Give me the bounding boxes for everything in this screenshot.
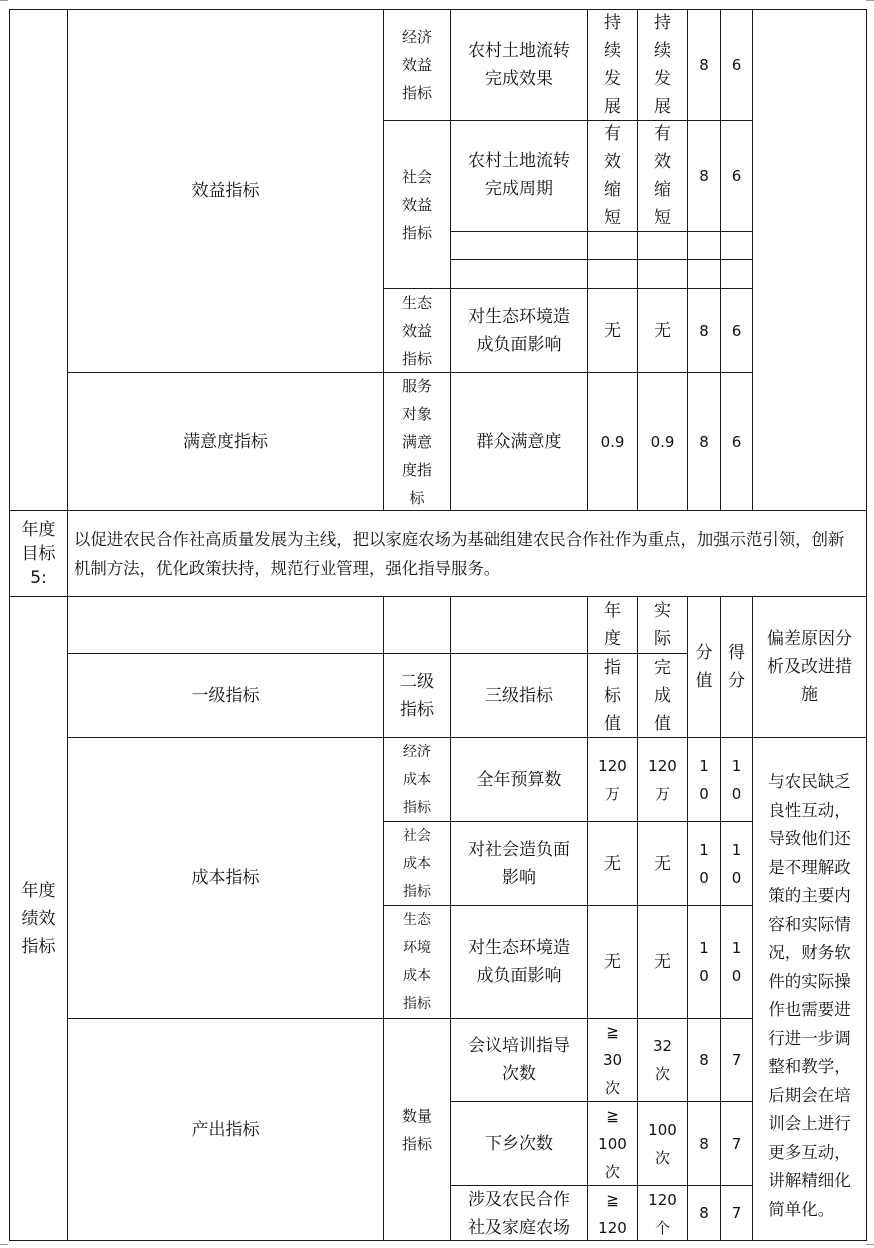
row-eco-level3: 对生态环境造 成负面影响 bbox=[450, 288, 587, 372]
cost-econ-level2: 经济 成本 指标 bbox=[383, 737, 450, 821]
performance-side-label: 年度 绩效 指标 bbox=[21, 880, 56, 957]
row-econ-actual: 持 续 发 展 bbox=[637, 9, 687, 120]
row-satis-level3: 群众满意度 bbox=[450, 372, 587, 510]
output-row1-weight: 8 bbox=[687, 1018, 720, 1101]
empty-row-2-actual bbox=[637, 259, 687, 288]
output-row2-weight: 8 bbox=[687, 1101, 720, 1185]
cost-social-weight: 1 0 bbox=[687, 821, 720, 905]
cost-social-target: 无 bbox=[587, 821, 637, 905]
output-row1-level3: 会议培训指导 次数 bbox=[450, 1018, 587, 1101]
row-satis-actual: 0.9 bbox=[637, 372, 687, 510]
goal5-label: 年度 目标 5: bbox=[21, 519, 56, 588]
cost-econ-level3: 全年预算数 bbox=[450, 737, 587, 821]
header-blank-level2 bbox=[383, 596, 450, 653]
row-eco-weight: 8 bbox=[687, 288, 720, 372]
level1-output-cell bbox=[67, 1018, 383, 1240]
header-score: 得 分 bbox=[720, 596, 752, 737]
header-level1: 一级指标 bbox=[67, 653, 383, 737]
cost-social-score: 1 0 bbox=[720, 821, 752, 905]
header-blank-level1 bbox=[67, 596, 383, 653]
cost-eco-target: 无 bbox=[587, 905, 637, 1018]
empty-row-1-target bbox=[587, 231, 637, 259]
empty-row-2-target bbox=[587, 259, 637, 288]
empty-row-2-level3 bbox=[450, 259, 587, 288]
output-row3-weight: 8 bbox=[687, 1185, 720, 1240]
crop-mark-bottom-left bbox=[0, 1244, 8, 1245]
level1-benefit-cell bbox=[67, 9, 383, 372]
level1-output-label: 产出指标 bbox=[191, 1119, 260, 1140]
cost-eco-level3: 对生态环境造 成负面影响 bbox=[450, 905, 587, 1018]
output-row3-target: ≧ 120 bbox=[587, 1185, 637, 1240]
header-weight: 分 值 bbox=[687, 596, 720, 737]
empty-row-1-weight bbox=[687, 231, 720, 259]
deviation-analysis-cell bbox=[752, 737, 866, 1240]
output-row3-score: 7 bbox=[720, 1185, 752, 1240]
header-target-bottom: 指 标 值 bbox=[587, 653, 637, 737]
cost-econ-actual: 120 万 bbox=[637, 737, 687, 821]
output-row1-actual: 32 次 bbox=[637, 1018, 687, 1101]
cost-eco-actual: 无 bbox=[637, 905, 687, 1018]
deviation-analysis-text: 与农民缺乏 良性互动， 导致他们还 是不理解政 策的主要内 容和实际情 况，财务软 件的实际操 作也需要进 行进一步调 整和教学， 后期会在培 训会上进行 更多互动， 讲解精细化 简单化。 bbox=[768, 772, 851, 1219]
header-target-top: 年 度 bbox=[587, 596, 637, 653]
row-econ-level2: 经济 效益 指标 bbox=[383, 9, 450, 120]
row-econ-weight: 8 bbox=[687, 9, 720, 120]
row-satis-weight: 8 bbox=[687, 372, 720, 510]
empty-row-2-score bbox=[720, 259, 752, 288]
row-social-weight: 8 bbox=[687, 120, 720, 231]
row-social-level3: 农村土地流转 完成周期 bbox=[450, 120, 587, 231]
row-eco-score: 6 bbox=[720, 288, 752, 372]
row-eco-actual: 无 bbox=[637, 288, 687, 372]
cost-eco-weight: 1 0 bbox=[687, 905, 720, 1018]
row-econ-level3: 农村土地流转 完成效果 bbox=[450, 9, 587, 120]
output-level2: 数量 指标 bbox=[383, 1018, 450, 1240]
crop-mark-top-left bbox=[0, 0, 8, 1]
output-row2-actual: 100 次 bbox=[637, 1101, 687, 1185]
row-social-score: 6 bbox=[720, 120, 752, 231]
table-bottom-border bbox=[9, 1240, 867, 1241]
cost-econ-target: 120 万 bbox=[587, 737, 637, 821]
row-econ-score: 6 bbox=[720, 9, 752, 120]
row-social-actual: 有 效 缩 短 bbox=[637, 120, 687, 231]
header-blank-level3 bbox=[450, 596, 587, 653]
goal5-text: 以促进农民合作社高质量发展为主线，把以家庭农场为基础组建农民合作社作为重点，加强示范引领，创新机制方法，优化政策扶持，规范行业管理，强化指导服务。 bbox=[74, 529, 845, 578]
cost-social-level3: 对社会造负面 影响 bbox=[450, 821, 587, 905]
output-row2-level3: 下乡次数 bbox=[450, 1101, 587, 1185]
level1-satisfaction-label: 满意度指标 bbox=[183, 431, 268, 452]
crop-mark-top-right bbox=[866, 0, 874, 1]
row-satis-target: 0.9 bbox=[587, 372, 637, 510]
header-level2: 二级 指标 bbox=[383, 653, 450, 737]
output-row1-score: 7 bbox=[720, 1018, 752, 1101]
output-row2-target: ≧ 100 次 bbox=[587, 1101, 637, 1185]
empty-row-1-actual bbox=[637, 231, 687, 259]
empty-row-2-weight bbox=[687, 259, 720, 288]
row-econ-target: 持 续 发 展 bbox=[587, 9, 637, 120]
cost-econ-weight: 1 0 bbox=[687, 737, 720, 821]
performance-side-cell bbox=[9, 596, 67, 1240]
output-row3-level3: 涉及农民合作 社及家庭农场 bbox=[450, 1185, 587, 1240]
header-level3: 三级指标 bbox=[450, 653, 587, 737]
row-eco-target: 无 bbox=[587, 288, 637, 372]
level1-cost-label: 成本指标 bbox=[191, 868, 260, 888]
header-deviation: 偏差原因分 析及改进措 施 bbox=[752, 596, 866, 737]
row-satis-score: 6 bbox=[720, 372, 752, 510]
row-eco-level2: 生态 效益 指标 bbox=[383, 288, 450, 372]
goal5-text-cell bbox=[67, 510, 866, 596]
row-satis-level2: 服务 对象 满意 度指 标 bbox=[383, 372, 450, 510]
cost-social-level2: 社会 成本 指标 bbox=[383, 821, 450, 905]
side-cell-top bbox=[9, 9, 67, 510]
cost-econ-score: 1 0 bbox=[720, 737, 752, 821]
output-row1-target: ≧ 30 次 bbox=[587, 1018, 637, 1101]
level1-satisfaction-cell bbox=[67, 372, 383, 510]
header-actual-top: 实 际 bbox=[637, 596, 687, 653]
empty-row-1-score bbox=[720, 231, 752, 259]
header-actual-bottom: 完 成 值 bbox=[637, 653, 687, 737]
goal5-label-cell bbox=[9, 510, 67, 596]
output-row3-actual: 120 个 bbox=[637, 1185, 687, 1240]
row-social-level2: 社会 效益 指标 bbox=[383, 120, 450, 288]
level1-cost-cell bbox=[67, 737, 383, 1018]
empty-row-1-level3 bbox=[450, 231, 587, 259]
cost-eco-score: 1 0 bbox=[720, 905, 752, 1018]
crop-mark-bottom-right bbox=[866, 1244, 874, 1245]
level1-benefit-label: 效益指标 bbox=[191, 181, 260, 201]
cost-eco-level2: 生态 环境 成本 指标 bbox=[383, 905, 450, 1018]
deviation-cell-top bbox=[752, 9, 866, 510]
table-right-border bbox=[866, 9, 867, 1240]
row-social-target: 有 效 缩 短 bbox=[587, 120, 637, 231]
output-row2-score: 7 bbox=[720, 1101, 752, 1185]
cost-social-actual: 无 bbox=[637, 821, 687, 905]
